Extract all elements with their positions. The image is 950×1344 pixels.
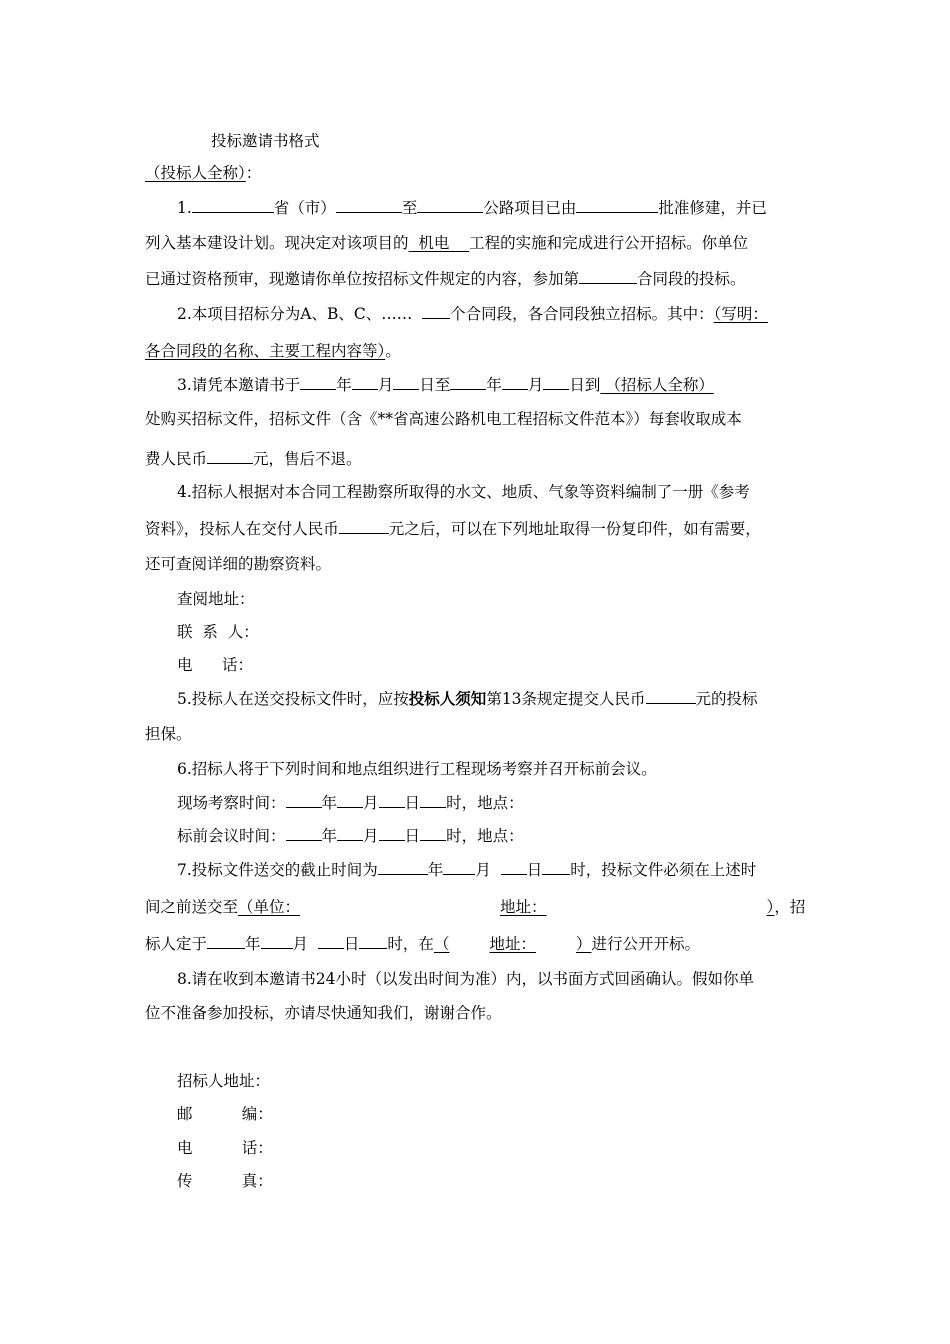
p1-line2-c: 工程的实施和完成进行公开招标。你单位	[469, 234, 749, 252]
p1-line3	[145, 268, 825, 289]
p3-line3	[145, 448, 825, 469]
lookup-phone: 电 话：	[177, 656, 254, 674]
meeting-year-blank	[286, 825, 322, 841]
end-day-blank	[543, 374, 569, 390]
site-year: 年	[321, 794, 338, 812]
p2-note: 各合同段的名称、主要工程内容等）	[145, 342, 386, 360]
p3-year: 年	[336, 376, 352, 394]
meeting-day: 日	[404, 827, 421, 845]
p7-line1-a: 7.投标文件送交的截止时间为	[177, 861, 378, 879]
site-visit-time	[177, 792, 857, 813]
site-hour-blank	[420, 792, 446, 808]
p2-period: 。	[385, 342, 401, 360]
p7-line3	[145, 933, 825, 954]
p4-line2-b: 元之后，可以在下列地址取得一份复印件，如有需要，	[388, 520, 761, 538]
tenderer-postcode: 邮 编：	[177, 1105, 273, 1123]
deadline-month-blank	[443, 859, 475, 875]
deadline-hour: 时，投标文件必须在上述时	[570, 861, 757, 879]
bid-security-blank	[646, 688, 696, 704]
p2-line1-b: 个合同段，各合同段独立招标。其中：	[450, 305, 714, 323]
p3-day-to: 日至	[419, 376, 451, 394]
pre-bid-meeting-time	[177, 825, 857, 846]
tenderer-address: 招标人地址：	[177, 1072, 271, 1090]
opening-close: ）	[575, 935, 592, 953]
site-day-blank	[379, 792, 405, 808]
p7-line2-tail: ，招	[774, 898, 806, 916]
submission-close: ）	[766, 898, 775, 916]
tenderer-name-text: （招标人全称）	[605, 376, 714, 394]
p1-text-d: 公路项目已由	[483, 199, 577, 217]
start-year-blank	[300, 374, 336, 390]
p4-line2	[145, 518, 825, 539]
p6-line1: 6.招标人将于下列时间和地点组织进行工程现场考察并召开标前会议。	[177, 760, 657, 778]
p5-line1-d: 元的投标	[695, 690, 758, 708]
p4-line3: 还可查阅详细的勘察资料。	[145, 555, 332, 573]
opening-month: 月	[292, 935, 309, 953]
salutation-colon: ：	[245, 164, 262, 182]
p3-line2: 处购买招标文件，招标文件（含《**省高速公路机电工程招标文件范本》）每套收取成本	[145, 410, 742, 428]
document-title	[211, 131, 891, 151]
p3-day-at: 日到	[569, 376, 601, 394]
p1-num: 1.	[177, 199, 192, 217]
opening-year-blank	[207, 933, 245, 949]
p7-line2-a: 间之前送交至	[145, 898, 239, 916]
meeting-day-blank	[379, 825, 405, 841]
p4-line1: 4.招标人根据对本合同工程勘察所取得的水文、地质、气象等资料编制了一册《参考	[177, 483, 750, 501]
deadline-year: 年	[427, 861, 444, 879]
salutation	[145, 163, 825, 183]
opening-addr-label: 地址：	[489, 935, 536, 953]
project-type	[409, 234, 470, 252]
tenderer-fax: 传 真：	[177, 1172, 273, 1190]
tenderer-phone: 电 话：	[177, 1139, 273, 1157]
site-hour: 时，地点：	[446, 794, 524, 812]
p1-line1	[177, 197, 857, 218]
p7-line2	[145, 897, 825, 917]
p3-month2: 月	[527, 376, 544, 394]
opening-month-blank	[261, 933, 293, 949]
approver-blank	[576, 197, 658, 213]
site-year-blank	[286, 792, 322, 808]
tenderer-name	[600, 376, 713, 394]
section-count-blank	[422, 303, 450, 319]
title-text: 投标邀请书格式	[211, 132, 320, 150]
start-day-blank	[393, 374, 419, 390]
p3-line1	[177, 374, 857, 395]
p4-line2-a: 资料》，投标人在交付人民币	[145, 520, 339, 538]
p1-line3-a: 已通过资格预审，现邀请你单位按招标文件规定的内容，参加第	[145, 270, 580, 288]
p5-line1	[177, 688, 857, 709]
p7-line3-tail: 进行公开开标。	[591, 935, 700, 953]
p2-line1-a: 2.本项目招标分为A、B、C、……	[177, 305, 413, 323]
site-month: 月	[363, 794, 379, 812]
p3-month: 月	[377, 376, 394, 394]
meeting-hour: 时，地点：	[446, 827, 524, 845]
site-day: 日	[404, 794, 421, 812]
bidder-instructions: 投标人须知	[408, 689, 487, 708]
site-month-blank	[337, 792, 363, 808]
province-blank	[192, 197, 274, 213]
deadline-day: 日	[526, 861, 543, 879]
p5-line1-c: 第13条规定提交人民币	[486, 690, 646, 708]
p7-line1	[177, 859, 857, 880]
p1-line2-a: 列入基本建设计划。现决定对该项目的	[145, 234, 409, 252]
from-blank	[336, 197, 402, 213]
p1-line3-b: 合同段的投标。	[637, 270, 746, 288]
p5-line1-a: 5.投标人在送交投标文件时，应按	[177, 690, 409, 708]
p2-line2	[145, 341, 825, 361]
opening-day-blank	[318, 933, 344, 949]
reference-fee-blank	[339, 518, 389, 534]
deadline-hour-blank	[542, 859, 570, 875]
opening-hour-blank	[359, 933, 387, 949]
end-year-blank	[450, 374, 486, 390]
recipient-name: （投标人全称）	[145, 164, 246, 182]
site-visit-label: 现场考察时间：	[177, 794, 286, 812]
end-month-blank	[502, 374, 528, 390]
opening-hour: 时，在	[387, 935, 434, 953]
to-blank	[417, 197, 483, 213]
p1-text-e: 批准修建，并已	[658, 199, 767, 217]
p8-line1: 8.请在收到本邀请书24小时（以发出时间为准）内，以书面方式回函确认。假如你单	[177, 970, 755, 988]
p3-line3-a: 费人民币	[145, 450, 208, 468]
submission-addr-label: 地址：	[500, 898, 547, 916]
project-type-text: 机电	[418, 234, 450, 252]
submission-unit-label: （单位：	[238, 898, 301, 916]
opening-open: （	[433, 935, 450, 953]
p3-line3-b: 元，售后不退。	[253, 450, 362, 468]
p2-line1	[177, 303, 857, 324]
meeting-year: 年	[321, 827, 338, 845]
opening-day: 日	[343, 935, 360, 953]
p2-note-start: （写明：	[713, 305, 768, 323]
p3-line1-a: 3.请凭本邀请书于	[177, 376, 301, 394]
p1-text-b: 省（市）	[273, 199, 336, 217]
meeting-month-blank	[337, 825, 363, 841]
meeting-month: 月	[363, 827, 379, 845]
p1-text-c: 至	[401, 199, 418, 217]
opening-year: 年	[245, 935, 261, 953]
lookup-address: 查阅地址：	[177, 590, 255, 608]
deadline-month: 月	[475, 861, 491, 879]
p1-line2	[145, 233, 825, 253]
deadline-day-blank	[501, 859, 527, 875]
meeting-hour-blank	[420, 825, 446, 841]
start-month-blank	[352, 374, 378, 390]
deadline-year-blank	[378, 859, 428, 875]
p7-line3-a: 标人定于	[145, 935, 208, 953]
p3-year2: 年	[486, 376, 502, 394]
lookup-contact: 联 系 人：	[177, 623, 259, 641]
p8-line2: 位不准备参加投标，亦请尽快通知我们，谢谢合作。	[145, 1004, 502, 1022]
p5-line2: 担保。	[145, 725, 192, 743]
doc-fee-blank	[207, 448, 253, 464]
meeting-label: 标前会议时间：	[177, 827, 286, 845]
opening-address	[434, 935, 592, 953]
contract-section-blank	[579, 268, 637, 284]
submission-address	[238, 898, 774, 916]
